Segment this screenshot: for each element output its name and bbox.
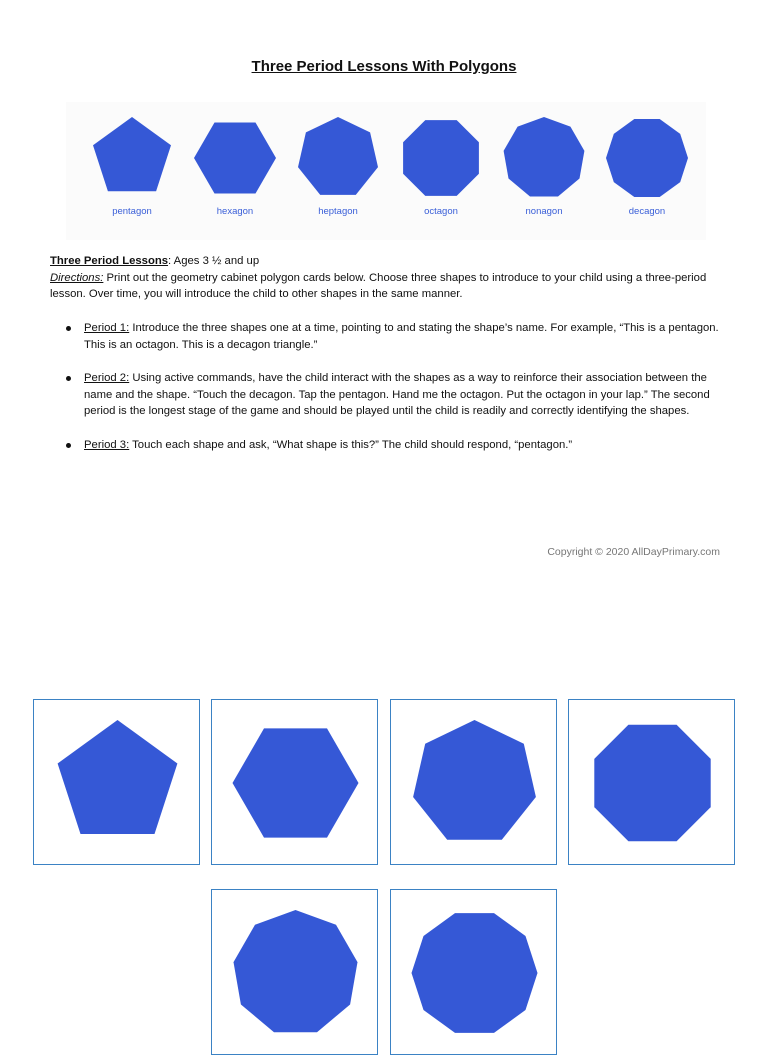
card-octagon-shape [569,700,736,866]
pentagon-shape [90,116,174,200]
polygon-fill [504,117,585,197]
bullet-icon [66,443,71,448]
intro-ages: : Ages 3 ½ and up [168,255,260,267]
octagon-shape [399,116,483,200]
intro-paragraph [50,253,730,303]
card-heptagon [390,699,557,865]
document-title: Three Period Lessons With Polygons [251,58,517,75]
strip-label-nonagon: nonagon [525,206,563,217]
polygon-fill [234,910,358,1032]
nonagon-shape [502,116,586,200]
card-pentagon [33,699,200,865]
polygon-fill [194,123,276,194]
card-pentagon-shape [34,700,201,866]
heptagon-shape [296,116,380,200]
period-3-text: Touch each shape and ask, “What shape is this?” The child should respond, “pentagon.” [129,438,573,451]
strip-shape-decagon [599,116,695,217]
strip-shape-nonagon [496,116,592,217]
strip-label-octagon: octagon [424,206,458,217]
directions-text: Print out the geometry cabinet polygon cards below. Choose three shapes to introduce to your child using a three-period lesson. Over time, you will introduce the child to other shapes in the same manner. [50,271,707,300]
card-nonagon [211,889,378,1055]
polygon-fill [606,119,688,197]
copyright-notice: Copyright © 2020 AllDayPrimary.com [547,546,720,558]
bullet-icon [66,376,71,381]
period-1-label: Period 1: [84,322,130,334]
card-nonagon-shape [212,890,379,1056]
period-1-text: Introduce the three shapes one at a time, pointing to and stating the shape’s name. For example, “This is a pentagon. This is an octagon. This is a decagon triangle.” [84,322,719,351]
period-2-item [50,370,730,420]
decagon-shape [605,116,689,200]
period-2-text: Using active commands, have the child interact with the shapes as a way to reinforce their association between the name and the shape. “Touch the decagon. Tap the pentagon. Hand me the octagon. Put the octagon in your lap.” The second period is the longest stage of the game and should be played until the child is readily and correctly identifying the shapes. [84,372,710,417]
directions-line [50,270,730,303]
polygon-fill [413,720,536,840]
period-1-item [50,320,730,353]
strip-label-pentagon: pentagon [112,206,152,217]
bullet-icon [66,326,71,331]
card-hexagon [211,699,378,865]
period-list [50,320,730,453]
card-heptagon-shape [391,700,558,866]
polygon-fill [594,725,710,841]
polygon-fill [233,728,359,837]
polygon-fill [298,117,378,195]
intro-heading-line [50,253,730,270]
polygon-fill [93,117,171,191]
period-2-label: Period 2: [84,372,130,384]
period-3-label: Period 3: [84,438,130,451]
polygon-fill [403,120,479,196]
polygon-fill [412,913,538,1033]
polygon-reference-strip [66,102,706,240]
strip-shape-octagon [393,116,489,217]
directions-label: Directions: [50,271,104,284]
strip-label-heptagon: heptagon [318,206,358,217]
card-hexagon-shape [212,700,379,866]
hexagon-shape [193,116,277,200]
polygon-fill [58,720,178,834]
intro-heading: Three Period Lessons [50,255,169,267]
strip-shape-hexagon [187,116,283,217]
strip-label-decagon: decagon [628,206,666,217]
strip-shape-pentagon [84,116,180,217]
strip-label-hexagon: hexagon [216,206,254,217]
period-3-item [50,437,730,454]
card-decagon [390,889,557,1055]
strip-shape-heptagon [290,116,386,217]
card-decagon-shape [391,890,558,1056]
card-octagon [568,699,735,865]
